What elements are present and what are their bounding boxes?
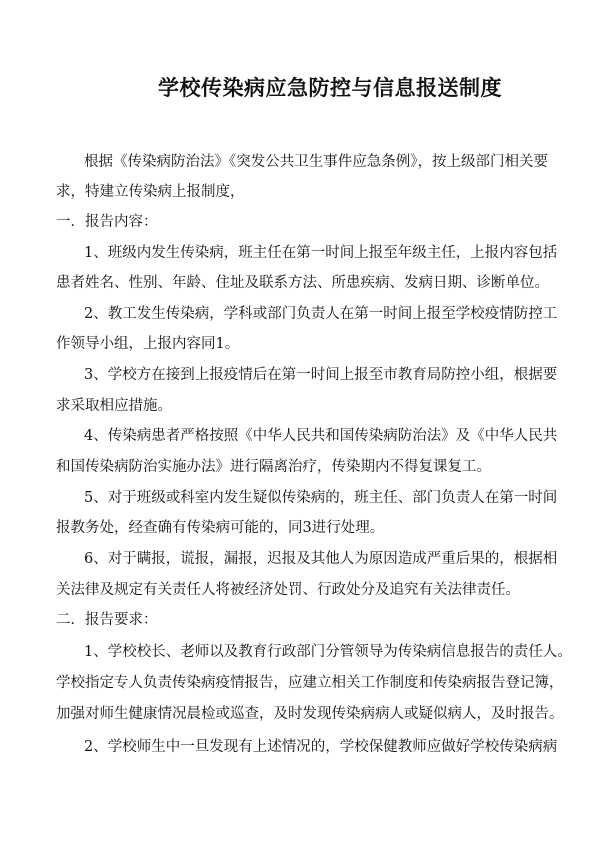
paragraph-line: 根据《传染病防治法》《突发公共卫生事件应急条例》，按上级部门相关要 bbox=[84, 154, 548, 170]
paragraph-line: 4、传染病患者严格按照《中华人民共和国传染病防治法》及《中华人民共 bbox=[84, 428, 558, 444]
paragraph-line: 6、对于瞒报，谎报，漏报，迟报及其他人为原因造成严重后果的，根据相 bbox=[84, 551, 558, 567]
paragraph-line: 5、对于班级或科室内发生疑似传染病的，班主任、部门负责人在第一时间 bbox=[84, 490, 558, 506]
paragraph-line: 2、学校师生中一旦发现有上述情况的，学校保健教师应做好学校传染病病 bbox=[84, 739, 558, 755]
section-heading: 一．报告内容： bbox=[56, 214, 158, 230]
paragraph-line: 关法律及规定有关责任人将被经济处罚、行政处分及追究有关法律责任。 bbox=[56, 582, 520, 598]
paragraph-line: 2、教工发生传染病，学科或部门负责人在第一时间上报至学校疫情防控工 bbox=[84, 306, 558, 322]
paragraph-line: 患者姓名、性别、年龄、住址及联系方法、所患疾病、发病日期、诊断单位。 bbox=[56, 275, 549, 291]
paragraph-line: 1、班级内发生传染病，班主任在第一时间上报至年级主任，上报内容包括 bbox=[84, 245, 558, 261]
paragraph-line: 3、学校方在接到上报疫情后在第一时间上报至市教育局防控小组，根据要 bbox=[84, 367, 558, 383]
paragraph-line: 求采取相应措施。 bbox=[56, 398, 172, 414]
paragraph-line: 报教务处，经查确有传染病可能的，同3进行处理。 bbox=[56, 520, 385, 536]
paragraph-line: 和国传染病防治实施办法》进行隔离治疗，传染期内不得复课复工。 bbox=[56, 459, 491, 475]
paragraph-line: 加强对师生健康情况晨检或巡查，及时发现传染病病人或疑似病人，及时报告。 bbox=[56, 706, 564, 722]
paragraph-line: 1、学校校长、老师以及教育行政部门分管领导为传染病信息报告的责任人。 bbox=[84, 644, 572, 660]
paragraph-line: 作领导小组，上报内容同1。 bbox=[56, 336, 240, 352]
section-heading: 二．报告要求： bbox=[56, 612, 158, 628]
document-title: 学校传染病应急防控与信息报送制度 bbox=[158, 76, 502, 100]
paragraph-line: 学校指定专人负责传染病疫情报告，应建立相关工作制度和传染病报告登记簿， bbox=[56, 675, 564, 691]
paragraph-line: 求，特建立传染病上报制度， bbox=[56, 184, 245, 200]
